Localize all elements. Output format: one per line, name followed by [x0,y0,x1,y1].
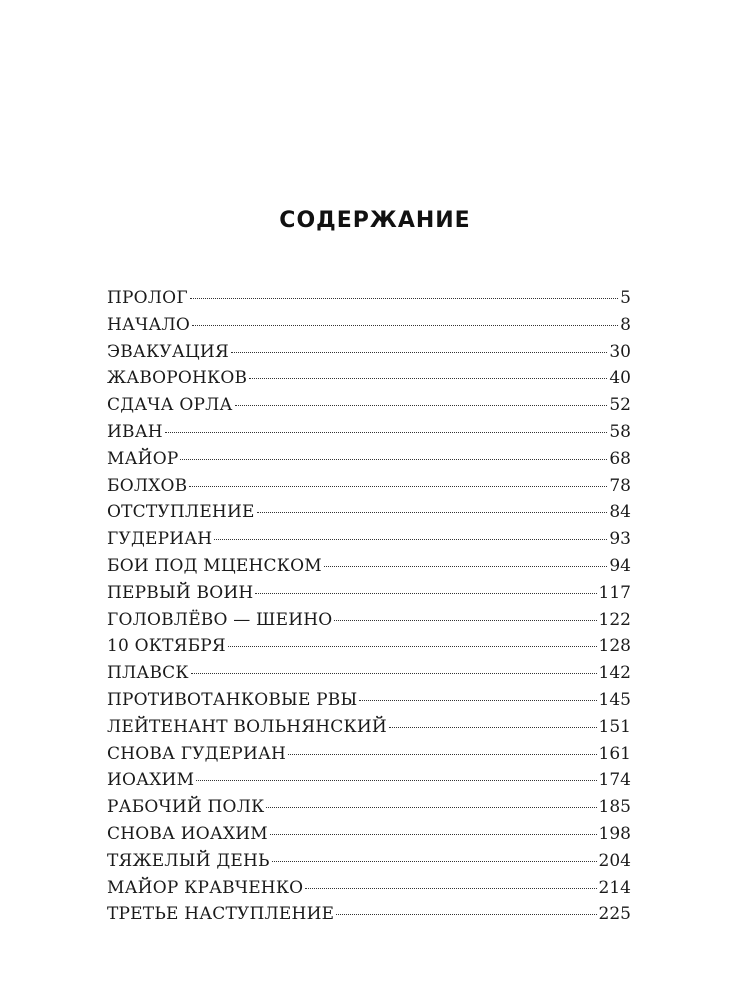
toc-entry [107,660,631,687]
toc-entry-title: ИОАХИМ [107,770,195,791]
dot-leader [255,593,596,594]
toc-entry [107,392,631,419]
toc-entry-title: МАЙОР [107,448,179,469]
toc-entry-page-number: 93 [609,529,631,550]
toc-entry-page-number: 78 [609,475,631,496]
toc-entry-page-number: 174 [598,770,631,791]
dot-leader [165,432,608,433]
toc-entry-page-number: 8 [620,314,631,335]
toc-entry-title: СНОВА ГУДЕРИАН [107,743,287,764]
toc-entry [107,526,631,553]
dot-leader [266,807,596,808]
toc-entry-title: НАЧАЛО [107,314,191,335]
dot-leader [389,727,597,728]
toc-entry-title: ПРОТИВОТАНКОВЫЕ РВЫ [107,689,358,710]
dot-leader [249,378,607,379]
toc-entry-page-number: 58 [609,421,631,442]
toc-entry-page-number: 204 [598,850,631,871]
toc-entry [107,687,631,714]
dot-leader [288,754,596,755]
toc-entry-page-number: 68 [609,448,631,469]
toc-entry [107,633,631,660]
dot-leader [257,512,608,513]
toc-entry-page-number: 52 [609,395,631,416]
toc-entry [107,875,631,902]
toc-entry-page-number: 117 [598,582,631,603]
toc-entry [107,473,631,500]
dot-leader [191,673,597,674]
toc-entry [107,794,631,821]
toc-entry-title: РАБОЧИЙ ПОЛК [107,797,265,818]
dot-leader [235,405,608,406]
toc-entry-page-number: 94 [609,555,631,576]
dot-leader [189,486,607,487]
toc-entry-page-number: 185 [598,797,631,818]
toc-entry [107,339,631,366]
toc-entry-page-number: 5 [620,288,631,308]
toc-entry-title: ЛЕЙТЕНАНТ ВОЛЬНЯНСКИЙ [107,716,387,737]
toc-entry-page-number: 84 [609,502,631,523]
toc-entry-title: ЖАВОРОНКОВ [107,368,248,389]
toc-entry-page-number: 151 [598,716,631,737]
toc-entry-page-number: 214 [598,877,631,898]
toc-entry-title: ОТСТУПЛЕНИЕ [107,502,255,523]
dot-leader [270,834,597,835]
dot-leader [180,459,607,460]
toc-entry-title: ПЕРВЫЙ ВОИН [107,582,254,603]
dot-leader [192,325,618,326]
toc-entry-title: БОИ ПОД МЦЕНСКОМ [107,555,322,576]
toc-entry-page-number: 198 [598,823,631,844]
dot-leader [231,352,607,353]
dot-leader [190,298,618,299]
toc-entry-title: ИВАН [107,421,163,442]
toc-entry [107,499,631,526]
toc-entry-title: ПЛАВСК [107,663,189,684]
page-title: СОДЕРЖАНИЕ [279,207,471,233]
toc-entry-title: ТРЕТЬЕ НАСТУПЛЕНИЕ [107,904,335,925]
toc-entry [107,607,631,634]
toc-entry [107,714,631,741]
toc-entry [107,553,631,580]
toc-entry [107,821,631,848]
toc-entry [107,446,631,473]
dot-leader [214,539,607,540]
toc-entry-title: МАЙОР КРАВЧЕНКО [107,877,304,898]
toc-entry-page-number: 161 [598,743,631,764]
toc-entry-page-number: 40 [609,368,631,389]
dot-leader [272,861,597,862]
dot-leader [334,620,596,621]
toc-entry-title: ПРОЛОГ [107,288,188,308]
toc-entry-title: ТЯЖЕЛЫЙ ДЕНЬ [107,850,270,871]
toc-entry [107,580,631,607]
toc-entry [107,312,631,339]
toc-entry-title: 10 ОКТЯБРЯ [107,636,226,657]
toc-entry-page-number: 145 [598,689,631,710]
dot-leader [324,566,608,567]
dot-leader [305,888,596,889]
toc-entry [107,741,631,768]
table-of-contents [107,285,631,928]
toc-entry [107,419,631,446]
dot-leader [196,780,596,781]
toc-entry-page-number: 225 [598,904,631,925]
toc-entry [107,848,631,875]
toc-entry [107,285,631,312]
toc-entry-title: ГУДЕРИАН [107,529,213,550]
toc-entry [107,901,631,928]
toc-entry [107,767,631,794]
toc-entry-title: СНОВА ИОАХИМ [107,823,268,844]
toc-entry [107,365,631,392]
dot-leader [359,700,596,701]
toc-entry-title: ЭВАКУАЦИЯ [107,341,229,362]
dot-leader [228,646,597,647]
toc-entry-title: ГОЛОВЛЁВО — ШЕИНО [107,609,333,630]
toc-entry-page-number: 122 [598,609,631,630]
toc-entry-title: БОЛХОВ [107,475,188,496]
dot-leader [336,914,596,915]
toc-entry-page-number: 30 [609,341,631,362]
toc-entry-page-number: 142 [598,663,631,684]
toc-entry-page-number: 128 [598,636,631,657]
toc-entry-title: СДАЧА ОРЛА [107,395,233,416]
